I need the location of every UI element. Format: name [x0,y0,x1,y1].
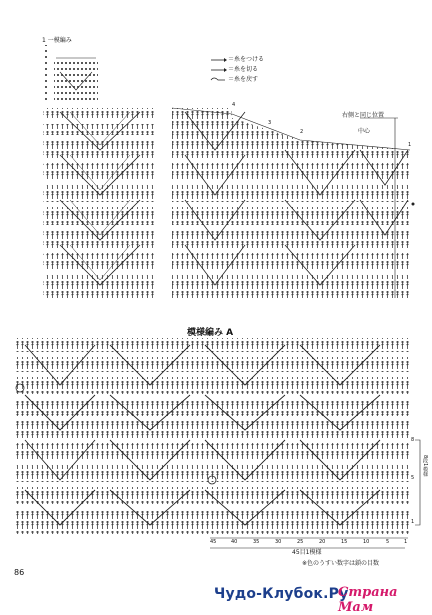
stitch-20: 20 [319,539,326,545]
top-left-strip [45,45,98,103]
stitch-40: 40 [231,539,238,545]
stitch-45: 45 [210,539,217,545]
right-note: 右側と同じ位置 [342,112,385,119]
row-label-1: 1 [411,519,415,525]
repeat-stitches-label: 45目1模様 [292,549,322,556]
stitch-5: 5 [386,539,390,545]
repeat-rows-label: 8段1模様 [422,455,428,477]
row-number-4: 4 [232,102,236,108]
legend-marks [211,58,227,80]
stitch-30: 30 [275,539,282,545]
stitch-1: 1 [404,539,408,545]
upper-right-panel [172,100,415,298]
pattern-a-chart [15,338,420,548]
row-number-2: 2 [300,129,304,135]
stitch-10: 10 [363,539,370,545]
row-label-8: 8 [411,437,415,443]
stitch-15: 15 [341,539,348,545]
stitch-25: 25 [297,539,304,545]
watermark-strana-mam: Страна Мам [338,585,398,615]
legend-cut: ＝糸を切る [228,66,259,73]
stitch-35: 35 [253,539,260,545]
watermark-chudo-klubok: Чудо-Клубок.Ру [214,586,349,602]
pattern-title: 模様編み A [187,328,234,338]
row-number-1: 1 [408,142,412,148]
legend-return: ＝糸を戻す [228,76,259,83]
center-label: 中心 [358,128,371,135]
row-number-3: 3 [268,120,272,126]
legend-attach: ＝糸をつける [228,56,265,63]
note: ※色のうすい数字は鎖の目数 [302,560,380,567]
upper-left-panel [43,108,155,298]
top-left-label: 1 一模編み [42,37,72,44]
page-number: 86 [14,568,25,577]
row-label-5: 5 [411,475,415,481]
